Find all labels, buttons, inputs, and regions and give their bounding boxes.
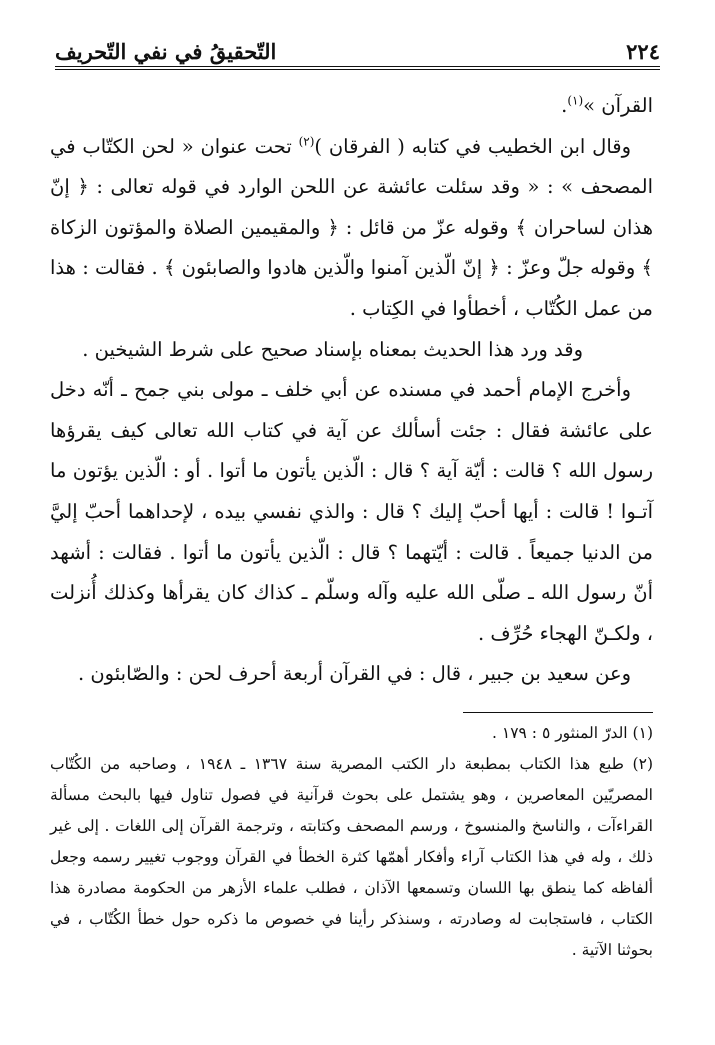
paragraph-1: القرآن »$^{(١)}$. xyxy=(561,93,653,117)
main-text xyxy=(50,86,653,695)
page-number: ٢٢٤ xyxy=(626,39,660,64)
page-header xyxy=(55,30,660,64)
footnote-2-number: (٢) xyxy=(632,755,653,773)
paragraph-4: وأخرج الإمام أحمد في مسنده عن أبي خلف ـ مولى بني جمح ـ أنّه دخل على عائشة فقال : جئت أسألك عن آية في كتاب الله تعالى كيف يقرؤها رسول الله ؟ قالت : أيّة آية ؟ قال : الّذين يأتون ما أتوا . أو : الّذين يؤتون ما آتـوا ! قالت : أيها أحبّ إليك ؟ قال : والذي نفسي بيده ، لإحداهما أحبّ إليَّ من الدنيا جميعاً . قالت : أيّتهما ؟ قال : الّذين يأتون ما أتوا . فقالت : أشهد أنّ رسول الله ـ صلّى الله عليه وآله وسلّم ـ كذاك كان يقرأها وكذلك أُنزلت ، ولكـنّ الهجاء حُرِّف . xyxy=(50,378,653,645)
paragraph-2: وقال ابن الخطيب في كتابه ( الفرقان )$^{(٢)}$ تحت عنوان « لحن الكتّاب في المصحف » : « وقد سئلت عائشة عن اللحن الوارد في قوله تعالى : ﴿ إنّ هذان لساحران ﴾ وقوله عزّ من قائل : ﴿ والمقيمين الصلاة والمؤتون الزكاة ﴾ وقوله جلّ وعزّ : ﴿ إنّ الّذين آمنوا والّذين هادوا والصابئون ﴾ . فقالت : هذا من عمل الكُتّاب ، أخطأوا في الكِتاب . xyxy=(50,134,653,320)
footnote-1-number: (١) xyxy=(632,724,653,742)
footnote-separator xyxy=(463,712,653,713)
paragraph-3: وقد ورد هذا الحديث بمعناه بإسناد صحيح على شرط الشيخين . xyxy=(82,337,583,361)
header-divider-thin xyxy=(55,69,660,70)
book-title: التّحقيقُ في نفي التّحريف xyxy=(55,39,277,64)
footnote-1-text: الدرّ المنثور ٥ : ١٧٩ . xyxy=(492,724,633,742)
footnote-ref-2: (٢) xyxy=(298,134,315,149)
footnote-1 xyxy=(50,718,653,749)
paragraph-5: وعن سعيد بن جبير ، قال : في القرآن أربعة أحرف لحن : والصّابئون . xyxy=(77,662,631,686)
header-divider xyxy=(55,66,660,67)
footnote-ref-1: (١) xyxy=(567,93,584,108)
footnote-2-text: طبع هذا الكتاب بمطبعة دار الكتب المصرية سنة ١٣٦٧ ـ ١٩٤٨ ، وصاحبه من الكُتّاب المصريّين المعاصرين ، وهو يشتمل على بحوث قرآنية في فصول تناول فيها بالبحث مسألة القراءآت ، والناسخ والمنسوخ ، ورسم المصحف وكتابته ، وترجمة القرآن إلى اللغات . إلى غير ذلك ، وله في هذا الكتاب آراء وأفكار أهمّها كثرة الخطأ في القرآن ووجوب تغيير رسمه وجعل ألفاظه كما ينطق بها اللسان وتسمعها الآذان ، فطلب علماء الأزهر من الحكومة مصادرة هذا الكتاب ، فاستجابت له وصادرته ، وسنذكر رأينا في خصوص ما ذكره حول خطأ الكُتّاب ، في بحوثنا الآتية . xyxy=(50,755,653,959)
footnotes xyxy=(50,718,653,966)
footnote-2 xyxy=(50,749,653,966)
